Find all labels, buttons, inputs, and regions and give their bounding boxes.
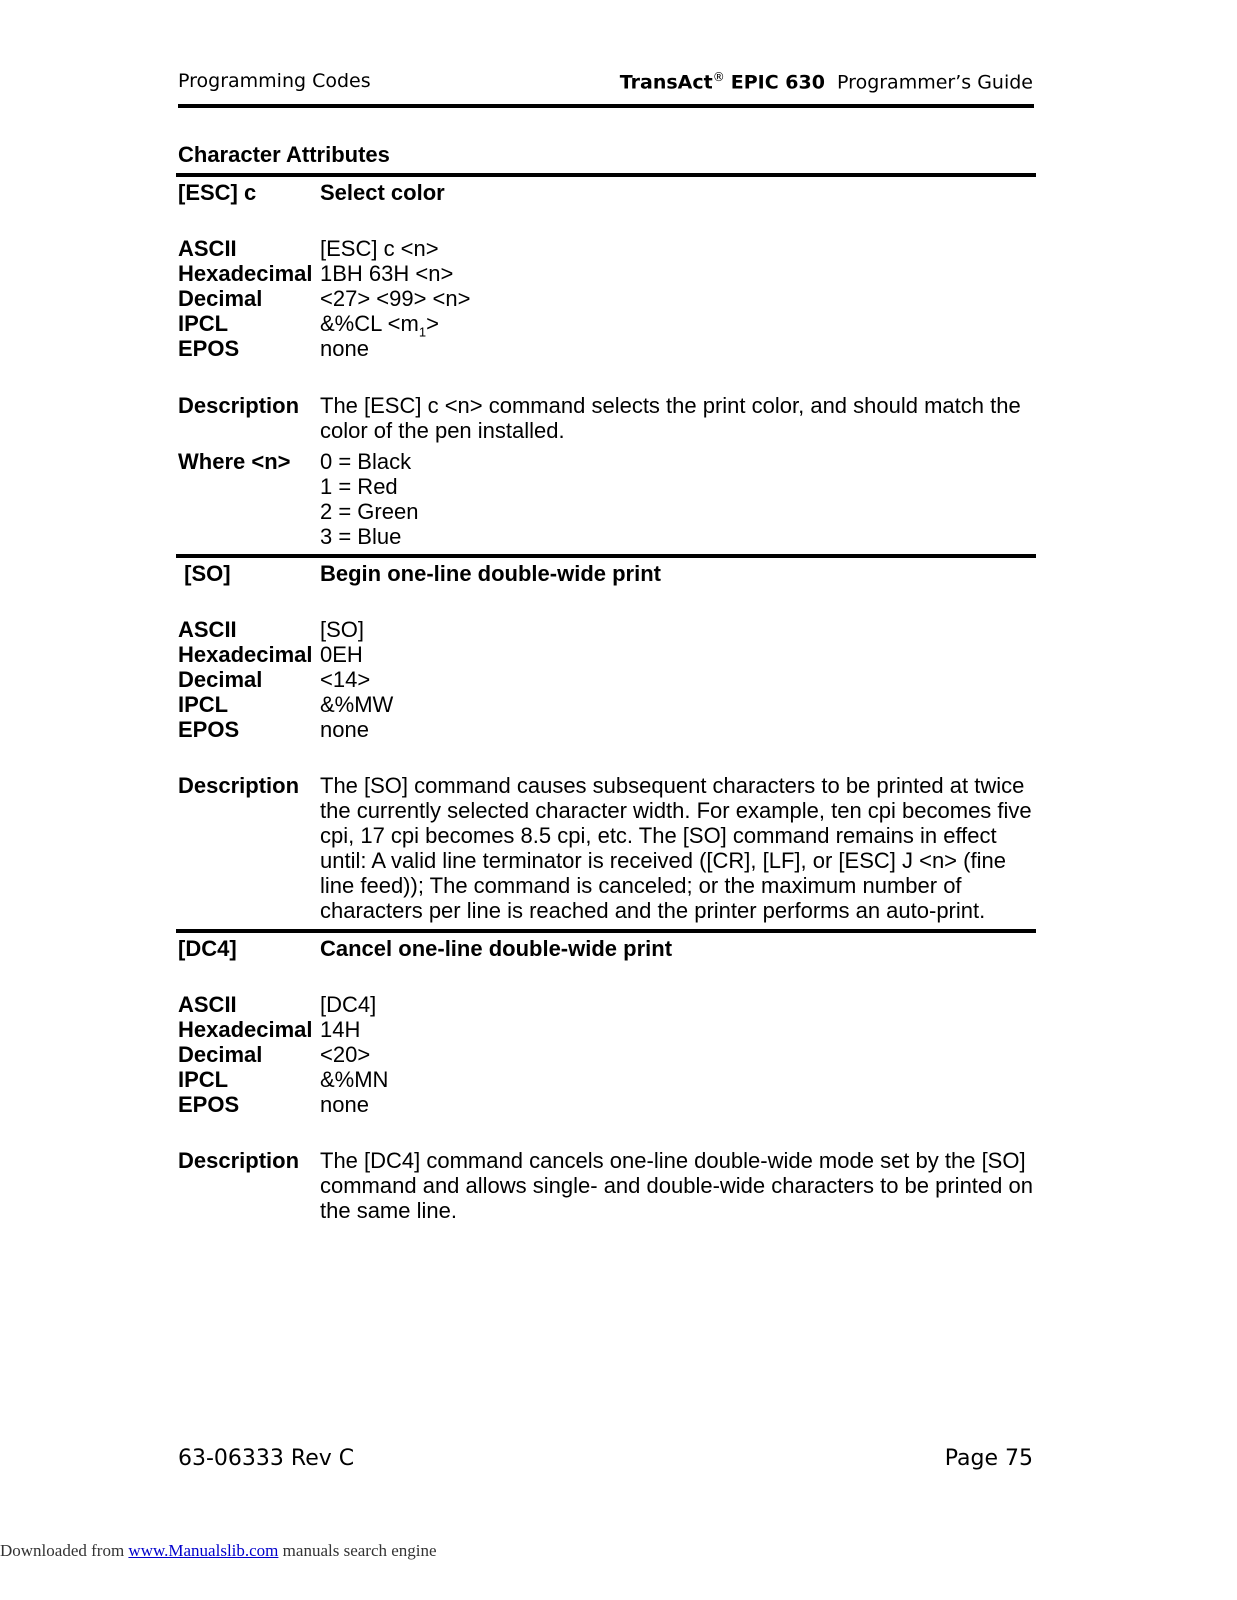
header-brand: TransAct bbox=[619, 71, 713, 94]
section-title: Character Attributes bbox=[178, 142, 390, 167]
document-number: 63-06333 Rev C bbox=[178, 1446, 355, 1471]
encoding-row: Hexadecimal 14H bbox=[178, 1017, 361, 1042]
description-label: Description bbox=[178, 393, 300, 418]
header-guide: Programmer’s Guide bbox=[837, 71, 1033, 94]
encoding-row: Hexadecimal 0EH bbox=[178, 642, 363, 667]
encoding-row: IPCL &%CL $<m_1>$ bbox=[178, 311, 439, 340]
header-guide-title bbox=[620, 70, 1033, 93]
page-header bbox=[178, 70, 1033, 96]
encoding-row: EPOS none bbox=[178, 1092, 369, 1117]
encoding-row: Decimal <14> bbox=[178, 667, 371, 692]
command-rule bbox=[176, 554, 1036, 558]
encoding-row: IPCL &%MN bbox=[178, 1067, 389, 1092]
command-code: [ESC] c bbox=[178, 180, 257, 205]
encoding-row: EPOS none bbox=[178, 336, 369, 361]
command-code: [DC4] bbox=[178, 936, 237, 961]
encoding-table bbox=[178, 617, 878, 742]
encoding-row: IPCL &%MW bbox=[178, 692, 394, 717]
encoding-row: Decimal <20> bbox=[178, 1042, 371, 1067]
header-rule bbox=[178, 104, 1034, 108]
description-text: The [SO] command causes subsequent characters to be printed at twice the currently selected character width. For example, ten cpi becomes five cpi, 17 cpi becomes 8.5 cpi, etc. The [SO] command remains in effect until: A valid line terminator is received ([CR], [LF], or [ESC] J <n> (fine line feed)); The command is canceled; or the maximum number of characters per line is reached and the printer performs an auto-print. bbox=[320, 773, 1032, 923]
command-title: Select color bbox=[320, 180, 445, 205]
command-code: [SO] bbox=[178, 561, 231, 586]
registered-mark: ® bbox=[712, 70, 725, 84]
header-section-name: Programming Codes bbox=[178, 70, 371, 92]
where-values: 0 = Black 1 = Red 2 = Green 3 = Blue bbox=[320, 449, 419, 549]
section-rule bbox=[176, 173, 1036, 177]
manualslib-link[interactable]: www.Manualslib.com bbox=[128, 1541, 279, 1560]
encoding-row: Hexadecimal 1BH 63H <n> bbox=[178, 261, 454, 286]
description-text: The [ESC] c <n> command selects the print color, and should match the color of the pen installed. bbox=[320, 393, 1021, 443]
encoding-row: ASCII [SO] bbox=[178, 617, 365, 642]
encoding-table bbox=[178, 992, 878, 1117]
encoding-row: Decimal <27> <99> <n> bbox=[178, 286, 471, 311]
encoding-row: EPOS none bbox=[178, 717, 369, 742]
download-notice: Downloaded from www.Manualslib.com manuals search engine bbox=[0, 1541, 437, 1560]
description-text: The [DC4] command cancels one-line double-wide mode set by the [SO] command and allows single- and double-wide characters to be printed on the same line. bbox=[320, 1148, 1033, 1223]
description-label: Description bbox=[178, 773, 300, 798]
command-title: Cancel one-line double-wide print bbox=[320, 936, 673, 961]
command-rule bbox=[176, 929, 1036, 933]
encoding-table bbox=[178, 236, 878, 361]
page-number: Page 75 bbox=[944, 1446, 1033, 1471]
header-model: EPIC 630 bbox=[730, 71, 825, 94]
command-title: Begin one-line double-wide print bbox=[320, 561, 661, 586]
where-label: Where <n> bbox=[178, 449, 291, 474]
encoding-row: ASCII [ESC] c <n> bbox=[178, 236, 439, 261]
description-label: Description bbox=[178, 1148, 300, 1173]
encoding-row: ASCII [DC4] bbox=[178, 992, 377, 1017]
